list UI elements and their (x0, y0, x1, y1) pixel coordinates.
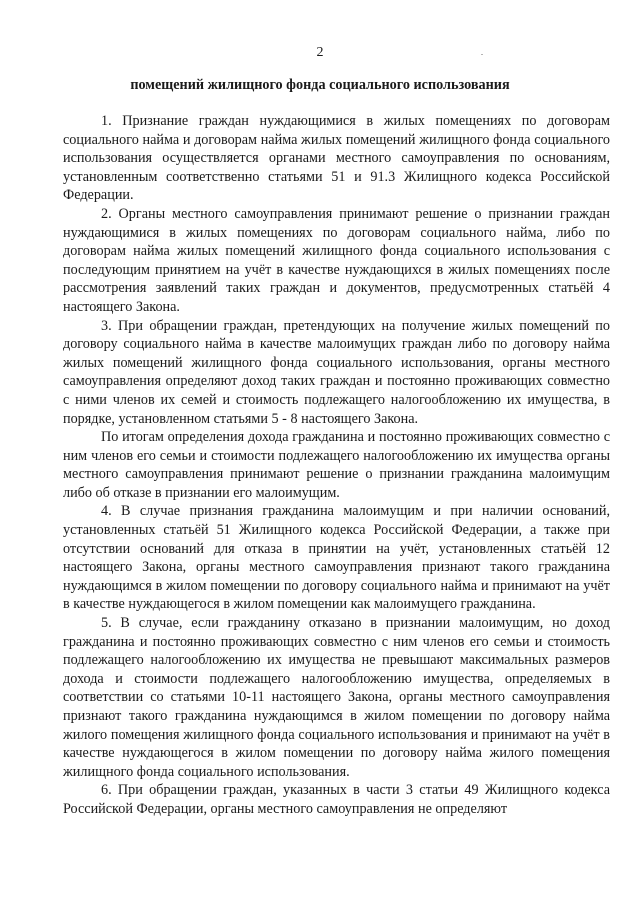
section-heading: помещений жилищного фонда социального использования (130, 77, 510, 93)
paragraph-4: 4. В случае признания гражданина малоимущим и при наличии оснований, установленных статьёй 51 Жилищного кодекса Российской Федерации, а также при отсутствии оснований для отказа в принятии на учёт, установленных статьёй 12 настоящего Закона, органы местного самоуправления признают такого гражданина нуждающимся в жилом помещении по договору социального найма и принимают на учёт в качестве нуждающегося в жилом помещении как малоимущего гражданина. (63, 503, 610, 613)
paragraph-3: 3. При обращении граждан, претендующих на получение жилых помещений по договору социального найма в качестве малоимущих граждан либо по договору найма жилых помещений жилищного фонда социального использования, органы местного самоуправления определяют доход таких граждан и постоянно проживающих совместно с ними членов их семей и стоимость подлежащего налогообложению их имущества, в порядке, установленном статьями 5 - 8 настоящего Закона. (63, 317, 610, 427)
paragraph-6: 6. При обращении граждан, указанных в части 3 статьи 49 Жилищного кодекса Российской Федерации, органы местного самоуправления не определяют (63, 782, 610, 817)
document-body (63, 112, 610, 819)
paragraph-5: 5. В случае, если гражданину отказано в признании малоимущим, но доход гражданина и постоянно проживающих совместно с ним членов его семьи и стоимость подлежащего налогообложению их имущества не превышают максимальных размеров дохода и стоимости подлежащего налогообложению имущества, определяемых в соответствии со статьями 10-11 настоящего Закона, органы местного самоуправления признают такого гражданина нуждающимся в жилом помещении по договору найма жилого помещения жилищного фонда социального использования и принимают на учёт в качестве нуждающегося в жилом помещении по договору найма жилого помещения жилищного фонда социального использования. (63, 615, 610, 780)
scan-artifact (481, 54, 483, 55)
paragraph-2: 2. Органы местного самоуправления принимают решение о признании граждан нуждающимися в жилых помещениях по договорам социального найма, либо по договорам найма жилых помещений жилищного фонда социального использования с последующим принятием на учёт в качестве нуждающихся в жилых помещениях после рассмотрения заявлений таких граждан и документов, предусмотренных статьёй 4 настоящего Закона. (63, 205, 610, 315)
page-number: 2 (316, 45, 324, 60)
paragraph-3-continued: По итогам определения дохода гражданина и постоянно проживающих совместно с ним членов его семьи и стоимости подлежащего налогообложению их имущества органы местного самоуправления принимают решение о признании гражданина малоимущим либо об отказе в признании его малоимущим. (63, 429, 610, 501)
paragraph-1: 1. Признание граждан нуждающимися в жилых помещениях по договорам социального найма и договорам найма жилых помещений жилищного фонда социального использования осуществляется органами местного самоуправления по основаниям, установленным соответственно статьями 51 и 91.3 Жилищного кодекса Российской Федерации. (63, 113, 610, 204)
